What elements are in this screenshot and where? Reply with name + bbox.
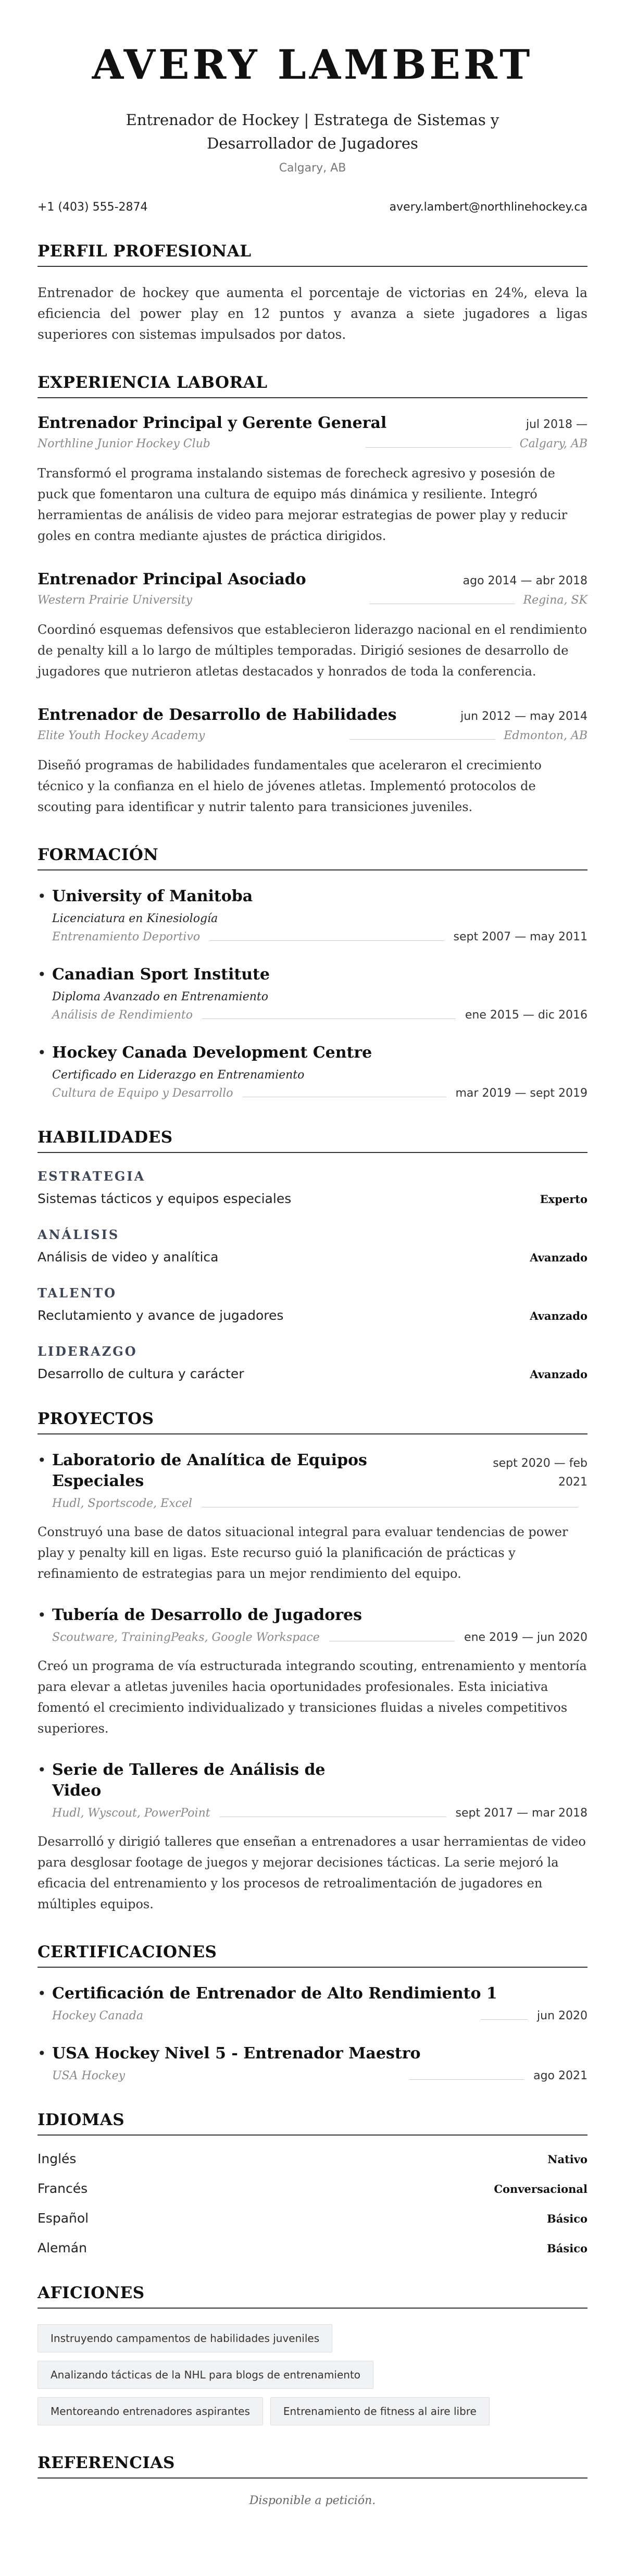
language-name: Español [38, 2211, 89, 2226]
skill-name: Desarrollo de cultura y carácter [38, 1366, 244, 1381]
certification-entry [38, 1983, 588, 2022]
job-description: Transformó el programa instalando sistemas de forecheck agresivo y posesión de puck que fomentaron una cultura de equipo más dinámica y resiliente. Integró herramientas de análisis de video para mejorar estrategias de power play y reducir goles en contra mediante ajustes de práctica dirigidos. [38, 466, 568, 543]
education-institution: Hockey Canada Development Centre [52, 1044, 372, 1062]
language-row [38, 2181, 588, 2196]
section-title-profile: PERFIL PROFESIONAL [38, 242, 588, 267]
dotted-leader [366, 447, 511, 448]
language-row [38, 2151, 588, 2166]
job-dates: jun 2012 — may 2014 [460, 710, 588, 723]
references-text: Disponible a petición. [249, 2494, 376, 2507]
certification-date: ago 2021 [533, 2069, 588, 2082]
hobby-tag: Analizando tácticas de la NHL para blogs de entrenamiento [38, 2361, 373, 2389]
education-degree: Certificado en Liderazgo en Entrenamiento [52, 1069, 305, 1082]
section-title-education: FORMACIÓN [38, 845, 588, 870]
candidate-name: AVERY LAMBERT [92, 41, 533, 89]
project-name: Tubería de Desarrollo de Jugadores [52, 1606, 362, 1624]
language-level: Básico [547, 2212, 588, 2225]
skill-group [38, 1227, 588, 1265]
education-dates: sept 2007 — may 2011 [453, 930, 588, 943]
section-title-languages: IDIOMAS [38, 2111, 588, 2136]
language-name: Inglés [38, 2151, 77, 2166]
job-location: Edmonton, AB [504, 729, 588, 742]
candidate-location: Calgary, AB [279, 162, 346, 175]
certification-name: USA Hockey Nivel 5 - Entrenador Maestro [52, 2044, 421, 2063]
language-level: Conversacional [494, 2182, 588, 2195]
skill-level: Avanzado [530, 1251, 588, 1264]
job-description: Diseñó programas de habilidades fundamentales que aceleraron el crecimiento técnico y la confianza en el hielo de jóvenes atletas. Implementó protocolos de scouting para identificar y nutrir talento para transiciones juveniles. [38, 758, 542, 814]
language-row [38, 2211, 588, 2226]
section-title-hobbies: AFICIONES [38, 2284, 588, 2309]
education-field: Cultura de Equipo y Desarrollo [52, 1087, 233, 1100]
certification-entry [38, 2043, 588, 2082]
job-title: Entrenador Principal y Gerente General [38, 414, 387, 432]
bullet-icon: • [38, 1044, 46, 1061]
bullet-icon: • [38, 1761, 46, 1778]
skill-name: Reclutamiento y avance de jugadores [38, 1308, 284, 1323]
hobby-tag: Entrenamiento de fitness al aire libre [270, 2397, 490, 2425]
project-entry [38, 1605, 588, 1739]
skill-level: Avanzado [530, 1309, 588, 1322]
education-entry [38, 964, 588, 1022]
bullet-icon: • [38, 966, 46, 983]
dotted-leader [369, 603, 515, 604]
job-company: Northline Junior Hockey Club [38, 437, 210, 450]
education-institution: University of Manitoba [52, 887, 253, 905]
skill-group [38, 1169, 588, 1206]
bullet-icon: • [38, 1985, 46, 2002]
project-tools: Hudl, Wyscout, PowerPoint [52, 1807, 210, 1820]
project-dates: sept 2020 — feb 2021 [493, 1457, 588, 1489]
skill-name: Análisis de video y analítica [38, 1249, 219, 1265]
dotted-leader [209, 940, 444, 941]
section-title-skills: HABILIDADES [38, 1128, 588, 1153]
dotted-leader [220, 1816, 446, 1817]
job-company: Western Prairie University [38, 594, 193, 607]
certification-date: jun 2020 [537, 2009, 588, 2022]
project-entry [38, 1450, 588, 1584]
bullet-icon: • [38, 1606, 46, 1624]
job-entry [38, 414, 588, 546]
job-location: Regina, SK [523, 594, 588, 607]
language-name: Alemán [38, 2240, 87, 2255]
dotted-leader [409, 2079, 524, 2080]
bullet-icon: • [38, 1452, 46, 1469]
education-field: Análisis de Rendimiento [52, 1009, 193, 1022]
job-description: Coordinó esquemas defensivos que establecieron liderazgo nacional en el rendimiento de penalty kill a lo largo de múltiples temporadas. Dirigió sesiones de desarrollo de jugadores que nutrieron atletas destacados y honrados de toda la conferencia. [38, 622, 587, 679]
education-entry [38, 1042, 588, 1100]
language-level: Básico [547, 2242, 588, 2255]
candidate-tagline: Entrenador de Hockey | Estratega de Sistemas y Desarrollador de Jugadores [126, 111, 499, 152]
section-title-experience: EXPERIENCIA LABORAL [38, 373, 588, 398]
skill-category: LIDERAZGO [38, 1344, 138, 1359]
job-dates: jul 2018 — [526, 418, 588, 431]
project-description: Creó un programa de vía estructurada integrando scouting, entrenamiento y mentoría para elevar a atletas juveniles hacia oportunidades profesionales. Esta iniciativa fomentó el crecimiento individualizado y transiciones fluidas a niveles competitivos superiores. [38, 1659, 587, 1736]
job-title: Entrenador de Desarrollo de Habilidades [38, 706, 397, 724]
certification-name: Certificación de Entrenador de Alto Rendimiento 1 [52, 1984, 497, 2003]
section-title-certifications: CERTIFICACIONES [38, 1943, 588, 1968]
section-title-projects: PROYECTOS [38, 1409, 588, 1434]
skill-category: ESTRATEGIA [38, 1169, 146, 1184]
hobby-tag: Mentoreando entrenadores aspirantes [38, 2397, 263, 2425]
education-field: Entrenamiento Deportivo [52, 930, 201, 943]
project-tools: Scoutware, TrainingPeaks, Google Workspace [52, 1631, 320, 1644]
education-dates: ene 2015 — dic 2016 [465, 1009, 588, 1022]
project-description: Desarrolló y dirigió talleres que enseñan a entrenadores a usar herramientas de video para desglosar footage de juegos y mejorar decisiones tácticas. La serie mejoró la eficacia del entrenamiento y los procesos de retroalimentación de jugadores en múltiples equipos. [38, 1834, 586, 1911]
certification-issuer: Hockey Canada [52, 2009, 143, 2022]
hobby-tags [38, 2324, 538, 2425]
project-dates: sept 2017 — mar 2018 [455, 1807, 588, 1820]
project-name: Serie de Talleres de Análisis de Video [52, 1761, 326, 1800]
project-tools: Hudl, Sportscode, Excel [52, 1497, 193, 1510]
job-title: Entrenador Principal Asociado [38, 570, 306, 588]
language-name: Francés [38, 2181, 88, 2196]
skill-group [38, 1285, 588, 1323]
skill-category: TALENTO [38, 1285, 117, 1301]
project-description: Construyó una base de datos situacional integral para evaluar tendencias de power play y penalty kill en ligas. Este recurso guió la planificación de prácticas y refinamiento de estrategias para un mejor rendimiento del equipo. [38, 1525, 568, 1581]
dotted-leader [243, 1096, 446, 1097]
skill-level: Avanzado [530, 1368, 588, 1381]
skill-name: Sistemas tácticos y equipos especiales [38, 1191, 292, 1206]
certification-issuer: USA Hockey [52, 2069, 126, 2082]
dotted-leader [202, 1018, 456, 1019]
job-company: Elite Youth Hockey Academy [38, 729, 205, 742]
education-entry [38, 886, 588, 943]
language-row [38, 2240, 588, 2255]
project-name: Laboratorio de Analítica de Equipos Especiales [52, 1451, 367, 1490]
profile-summary: Entrenador de hockey que aumenta el porcentaje de victorias en 24%, eleva la eficiencia del power play en 12 puntos y avanza a siete jugadores a ligas superiores con sistemas impulsados por datos. [38, 285, 588, 342]
contact-row [38, 201, 588, 214]
project-dates: ene 2019 — jun 2020 [464, 1631, 588, 1644]
bullet-icon: • [38, 888, 46, 905]
education-dates: mar 2019 — sept 2019 [455, 1087, 588, 1100]
hobby-tag: Instruyendo campamentos de habilidades juveniles [38, 2324, 332, 2352]
section-title-references: REFERENCIAS [38, 2454, 588, 2479]
dotted-leader [202, 1506, 578, 1507]
email-address: avery.lambert@northlinehockey.ca [389, 201, 588, 214]
education-institution: Canadian Sport Institute [52, 965, 270, 984]
dotted-leader [329, 1640, 455, 1641]
bullet-icon: • [38, 2045, 46, 2062]
phone-number: +1 (403) 555-2874 [38, 201, 148, 214]
skill-category: ANÁLISIS [38, 1227, 120, 1242]
job-dates: ago 2014 — abr 2018 [463, 574, 588, 587]
education-degree: Licenciatura en Kinesiología [52, 912, 218, 925]
dotted-leader [349, 739, 495, 740]
dotted-leader [481, 2019, 528, 2020]
job-entry [38, 706, 588, 817]
education-degree: Diploma Avanzado en Entrenamiento [52, 990, 268, 1003]
job-location: Calgary, AB [519, 437, 588, 450]
language-level: Nativo [547, 2153, 588, 2166]
skill-level: Experto [540, 1193, 588, 1206]
project-entry [38, 1760, 588, 1915]
job-entry [38, 570, 588, 682]
skill-group [38, 1344, 588, 1381]
